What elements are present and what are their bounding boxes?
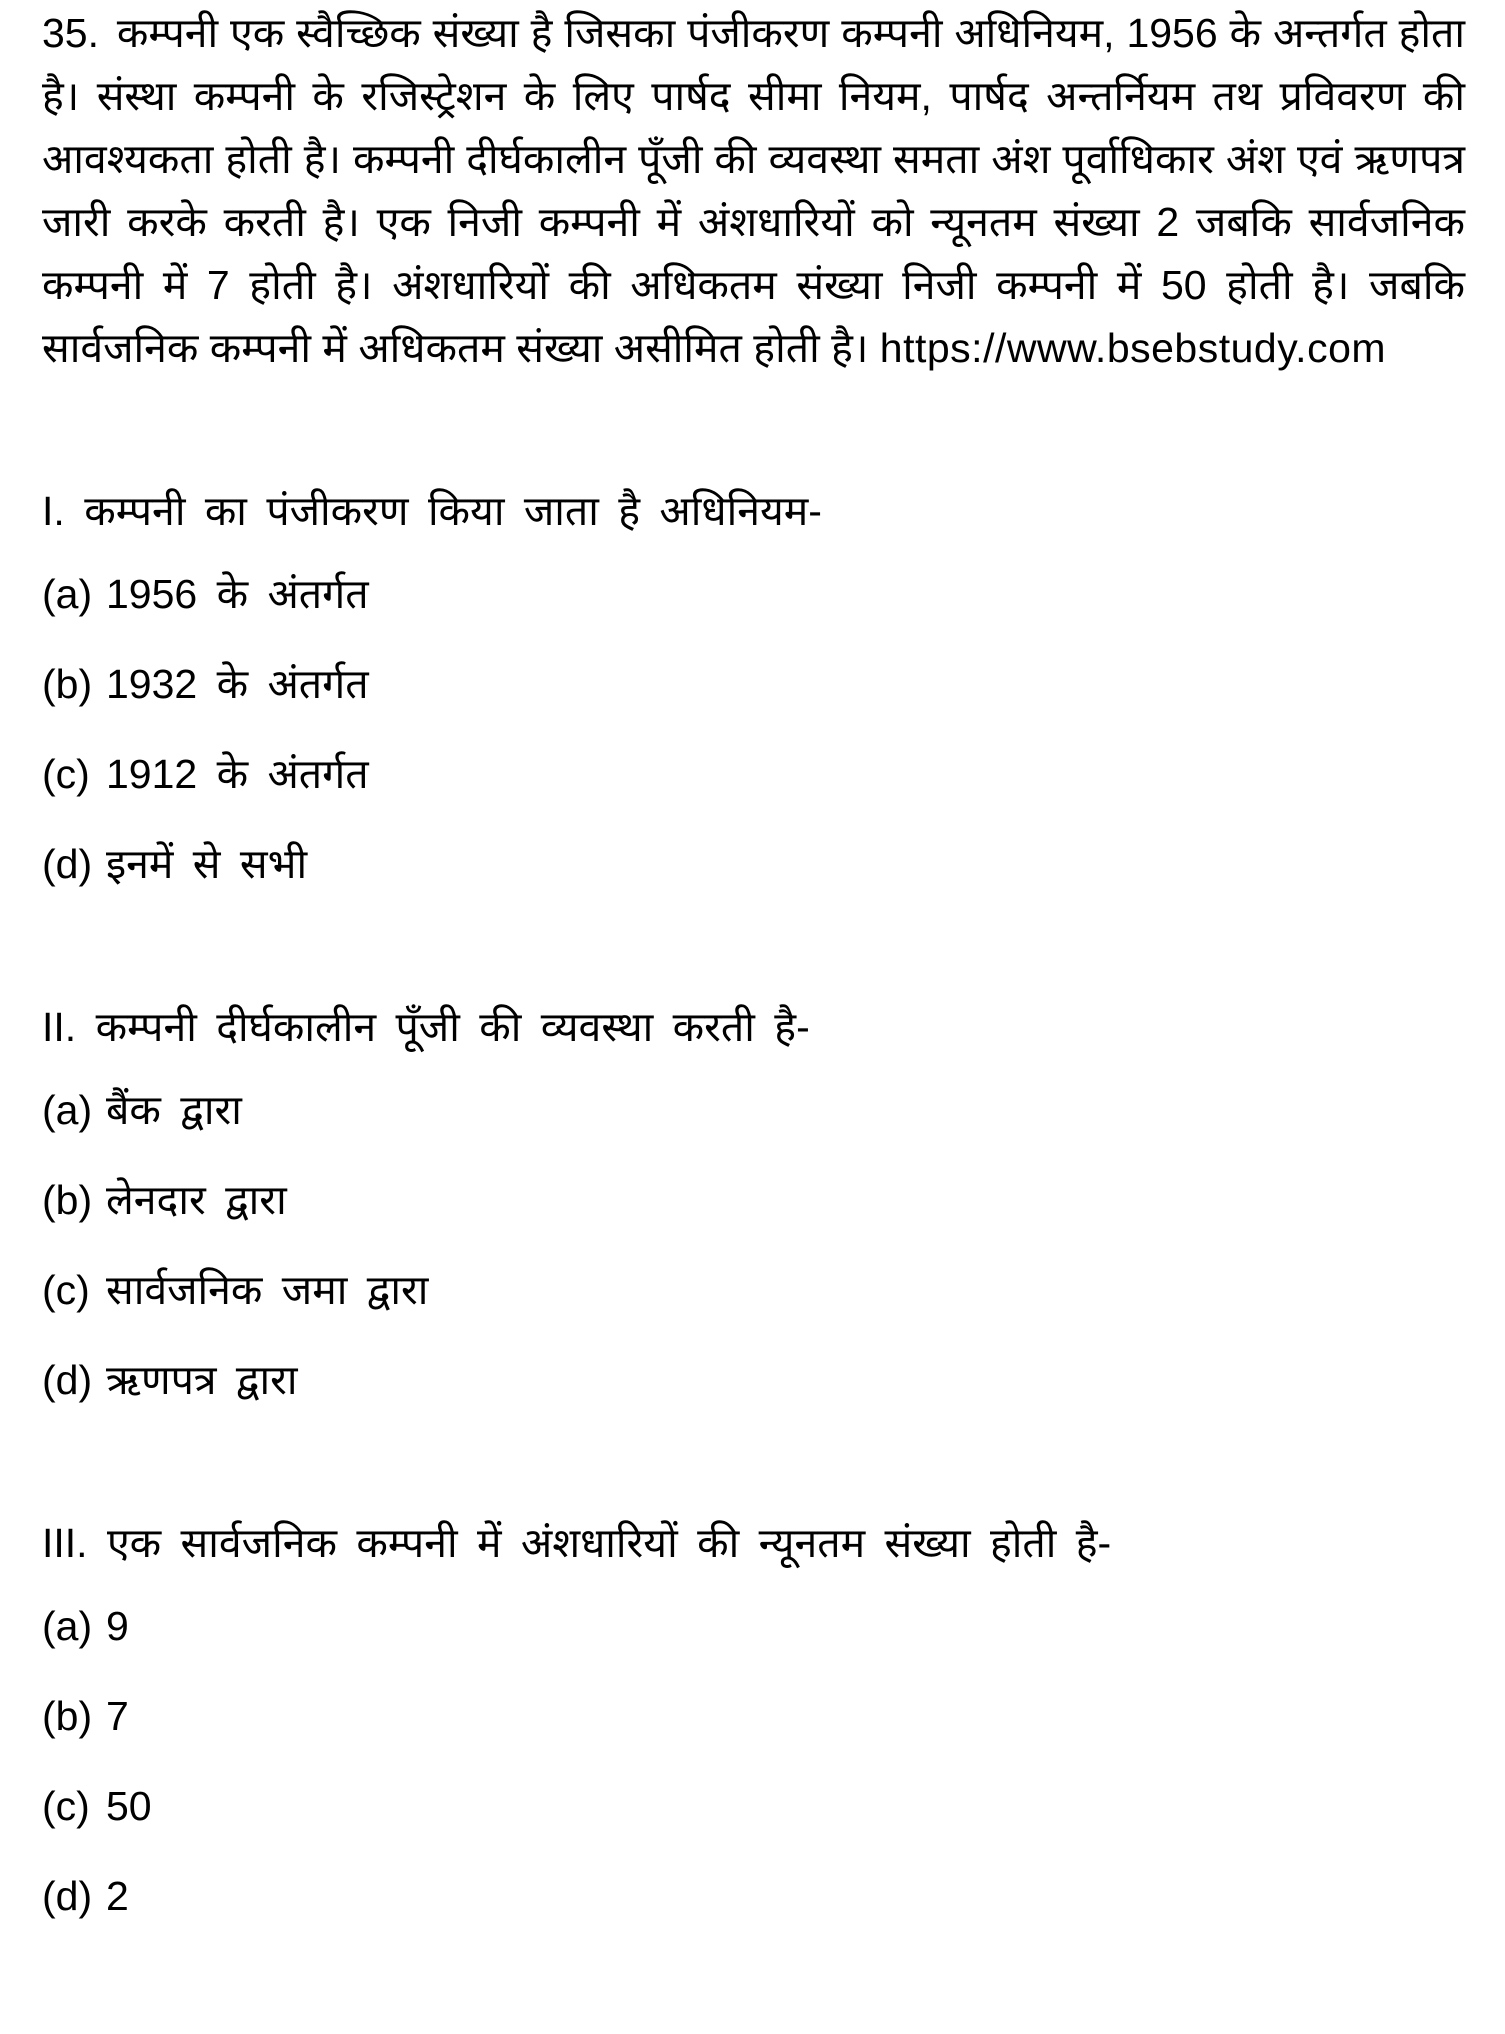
option-label: (d) <box>42 1357 93 1403</box>
sub-question-1-title <box>42 480 1465 543</box>
option-label: (d) <box>42 841 93 887</box>
sub-question-3-option-d <box>42 1865 1465 1928</box>
option-text: बैंक द्वारा <box>106 1087 242 1133</box>
sub-question-1-text: कम्पनी का पंजीकरण किया जाता है अधिनियम- <box>84 488 822 534</box>
option-text: 1932 के अंतर्गत <box>106 661 369 707</box>
sub-question-3-text: एक सार्वजनिक कम्पनी में अंशधारियों की न्यूनतम संख्या होती है- <box>106 1520 1112 1566</box>
option-text: सार्वजनिक जमा द्वारा <box>106 1267 429 1313</box>
option-label: (d) <box>42 1873 93 1919</box>
sub-question-1 <box>42 480 1465 896</box>
option-text: 1912 के अंतर्गत <box>106 751 369 797</box>
sub-question-1-option-a <box>42 563 1465 626</box>
sub-question-1-option-d <box>42 833 1465 896</box>
sub-question-3-option-c <box>42 1775 1465 1838</box>
passage-url: https://www.bsebstudy.com <box>879 325 1387 371</box>
sub-question-3-number: III. <box>42 1520 88 1566</box>
passage-text: कम्पनी एक स्वैच्छिक संख्या है जिसका पंजीकरण कम्पनी अधिनियम, 1956 के अन्तर्गत होता है। संस्था कम्पनी के रजिस्ट्रेशन के लिए पार्षद सीमा नियम, पार्षद अन्तर्नियम तथ प्रविवरण की आवश्यकता होती है। कम्पनी दीर्घकालीन पूँजी की व्यवस्था समता अंश पूर्वाधिकार अंश एवं ऋणपत्र जारी करके करती है। एक निजी कम्पनी में अंशधारियों को न्यूनतम संख्या 2 जबकि सार्वजनिक कम्पनी में 7 होती है। अंशधारियों की अधिकतम संख्या निजी कम्पनी में 50 होती है। जबकि सार्वजनिक कम्पनी में अधिकतम संख्या असीमित होती है। <box>42 10 1465 371</box>
option-label: (b) <box>42 1693 93 1739</box>
question-number: 35. <box>42 10 99 56</box>
option-label: (c) <box>42 1267 90 1313</box>
option-text: लेनदार द्वारा <box>106 1177 287 1223</box>
option-label: (c) <box>42 1783 90 1829</box>
sub-question-1-option-c <box>42 743 1465 806</box>
sub-question-1-number: I. <box>42 488 65 534</box>
sub-question-3-option-a <box>42 1595 1465 1658</box>
question-passage <box>42 0 1465 380</box>
option-label: (a) <box>42 1087 93 1133</box>
option-label: (b) <box>42 661 93 707</box>
option-text: इनमें से सभी <box>106 841 308 887</box>
option-text: 1956 के अंतर्गत <box>106 571 369 617</box>
sub-question-3-title <box>42 1512 1465 1575</box>
sub-question-3 <box>42 1512 1465 1928</box>
sub-question-2-option-a <box>42 1079 1465 1142</box>
option-text: 7 <box>106 1693 129 1739</box>
sub-question-1-option-b <box>42 653 1465 716</box>
option-text: 2 <box>106 1873 129 1919</box>
option-label: (b) <box>42 1177 93 1223</box>
sub-question-2-title <box>42 996 1465 1059</box>
option-label: (c) <box>42 751 90 797</box>
option-text: 50 <box>106 1783 152 1829</box>
option-label: (a) <box>42 1603 93 1649</box>
sub-question-2-option-d <box>42 1349 1465 1412</box>
option-text: ऋणपत्र द्वारा <box>106 1357 298 1403</box>
sub-question-2-option-b <box>42 1169 1465 1232</box>
sub-question-2-number: II. <box>42 1004 77 1050</box>
sub-question-3-option-b <box>42 1685 1465 1748</box>
sub-question-2-text: कम्पनी दीर्घकालीन पूँजी की व्यवस्था करती है- <box>95 1004 810 1050</box>
option-text: 9 <box>106 1603 129 1649</box>
sub-question-2 <box>42 996 1465 1412</box>
sub-question-2-option-c <box>42 1259 1465 1322</box>
option-label: (a) <box>42 571 93 617</box>
